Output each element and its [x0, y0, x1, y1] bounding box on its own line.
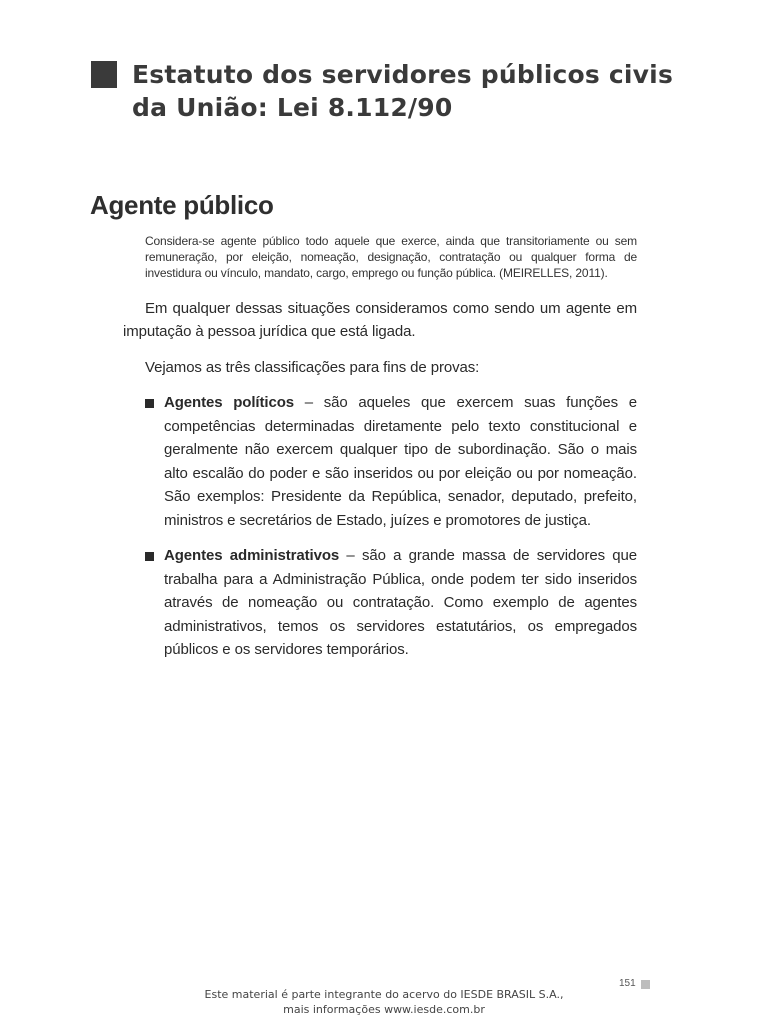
list-item-description: – são aqueles que exercem suas funções e competências determinadas diretamente pelo texto constitucional e geralmente não exercem qualquer tipo de subordinação. São o mais alto escalão do poder e são inseridos ou por eleição ou por nomeação. São exemplos: Presidente da República, senador, deputado, prefeito, ministros e secretários de Estado, juízes e promotores de justiça.	[164, 394, 637, 529]
list-item-text	[164, 544, 637, 662]
footer	[0, 987, 768, 1017]
section-heading: Agente público	[90, 190, 274, 220]
paragraph-classifications: Vejamos as três classificações para fins de provas:	[145, 359, 480, 376]
block-quote: Considera-se agente público todo aquele que exerce, ainda que transitoriamente ou sem remuneração, por eleição, nomeação, designação, contratação ou qualquer forma de investidura ou vínculo, mandato, cargo, emprego ou função pública. (MEIRELLES, 2011).	[145, 234, 637, 280]
footer-line-2: mais informações www.iesde.com.br	[283, 1003, 485, 1016]
chapter-marker-square	[91, 61, 117, 88]
bullet-square-icon	[145, 552, 154, 561]
list-item-term: Agentes administrativos	[164, 547, 340, 564]
bullet-square-icon	[145, 399, 154, 408]
footer-line-1: Este material é parte integrante do acervo do IESDE BRASIL S.A.,	[204, 988, 564, 1001]
chapter-title: Estatuto dos servidores públicos civis da União: Lei 8.112/90	[132, 60, 674, 122]
list-item-text	[164, 391, 637, 532]
list-item	[145, 391, 637, 532]
list-item	[145, 544, 637, 662]
page-number: 151	[619, 978, 636, 989]
paragraph-intro: Em qualquer dessas situações consideramos como sendo um agente em imputação à pessoa jurídica que está ligada.	[123, 300, 637, 340]
list-item-term: Agentes políticos	[164, 394, 295, 411]
list-item-description: – são a grande massa de servidores que trabalha para a Administração Pública, onde podem ter sido inseridos através de nomeação ou contratação. Como exemplo de agentes administrativos, temos os servidores estatutários, os empregados públicos e os servidores temporários.	[164, 547, 637, 658]
